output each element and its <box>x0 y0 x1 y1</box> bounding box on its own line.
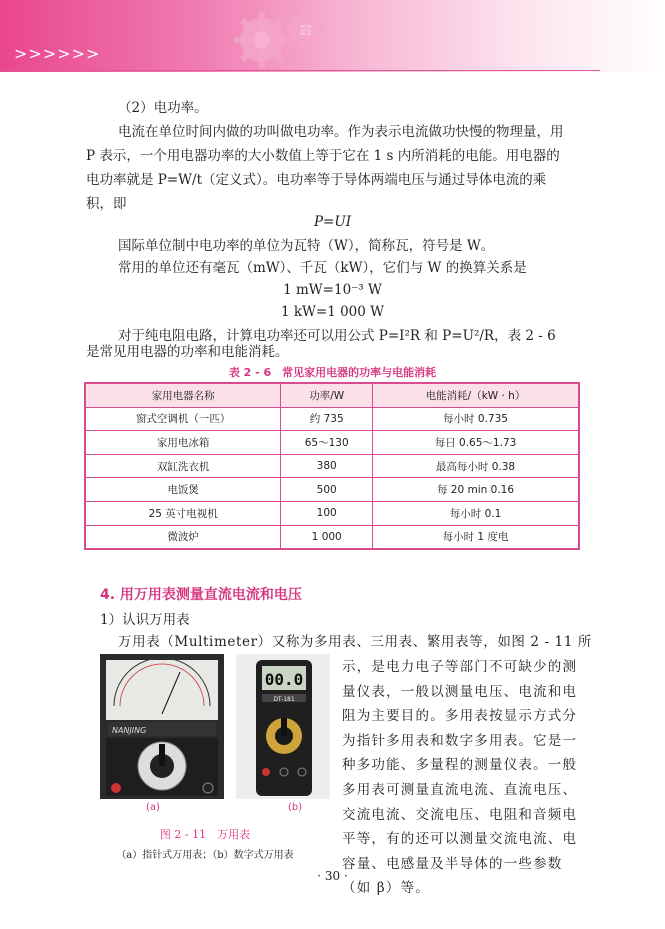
table-cell: 每小时 0.1 <box>373 501 579 525</box>
table-cell: 25 英寸电视机 <box>85 501 281 525</box>
figure-label-b: (b) <box>288 802 303 813</box>
table-row <box>85 501 579 525</box>
table-header: 电能消耗/（kW · h） <box>373 383 579 407</box>
table-cell: 家用电冰箱 <box>85 431 281 455</box>
table-cell: 电饭煲 <box>85 478 281 502</box>
gear-icon <box>228 6 338 70</box>
paragraph-line: 示，是电力电子等部门不可缺少的测 <box>342 659 578 675</box>
table-cell: 65～130 <box>281 431 373 455</box>
table-title: 表 2 - 6 常见家用电器的功率与电能消耗 <box>228 366 437 379</box>
subsection-heading: 1）认识万用表 <box>100 612 190 628</box>
table-cell: 380 <box>281 454 373 478</box>
formula: 1 kW=1 000 W <box>280 304 385 320</box>
paragraph-line: 国际单位制中电功率的单位为瓦特（W），简称瓦，符号是 W。 <box>118 238 495 254</box>
table-cell: 窗式空调机（一匹） <box>85 407 281 431</box>
table-cell: 每小时 0.735 <box>373 407 579 431</box>
table-row <box>85 478 579 502</box>
data-table <box>84 382 580 550</box>
table-cell: 最高每小时 0.38 <box>373 454 579 478</box>
table-cell: 微波炉 <box>85 525 281 549</box>
table-cell: 每小时 1 度电 <box>373 525 579 549</box>
table-header: 家用电器名称 <box>85 383 281 407</box>
table-header: 功率/W <box>281 383 373 407</box>
digital-multimeter-image <box>236 654 330 799</box>
paragraph-wrap <box>342 655 577 901</box>
page-number: · 30 · <box>317 869 348 883</box>
paragraph-line: 电流在单位时间内做的功叫做电功率。作为表示电流做功快慢的物理量，用 <box>118 124 564 140</box>
paragraph-line: 量仪表，一般以测量电压、电流和电 <box>342 683 578 700</box>
paragraph-line: 交流电流、交流电压、电阻和音频电 <box>342 806 578 823</box>
paragraph-line: 对于纯电阻电路，计算电功率还可以用公式 P=I²R 和 P=U²/R，表 2 - 6 <box>118 328 556 344</box>
formula: P=UI <box>313 214 352 230</box>
paragraph-subheading: （2）电功率。 <box>118 100 208 116</box>
table-row <box>85 407 579 431</box>
table-cell: 每 20 min 0.16 <box>373 478 579 502</box>
table-cell: 双缸洗衣机 <box>85 454 281 478</box>
figure-caption: 图 2 - 11 万用表 <box>159 828 251 841</box>
paragraph-line: （如 β）等。 <box>342 880 430 897</box>
table-row <box>85 525 579 549</box>
paragraph-line: P 表示，一个用电器功率的大小数值上等于它在 1 s 内所消耗的电能。用电器的 <box>86 148 560 164</box>
figure-label-a: (a) <box>146 802 160 813</box>
paragraph-line: 容量、电感量及半导体的一些参数 <box>342 855 563 872</box>
figure-subcaption: （a）指针式万用表；（b）数字式万用表 <box>116 850 294 861</box>
paragraph-line: 种多功能、多量程的测量仪表。一般 <box>342 757 578 774</box>
formula: 1 mW=10⁻³ W <box>283 282 382 298</box>
paragraph-line: 多用表可测量直流电流、直流电压、 <box>342 781 578 798</box>
table-row <box>85 454 579 478</box>
section-heading: 4. 用万用表测量直流电流和电压 <box>100 587 302 603</box>
analog-multimeter-image <box>100 654 224 799</box>
table-row <box>85 431 579 455</box>
table-header-row <box>85 383 579 407</box>
table-cell: 1 000 <box>281 525 373 549</box>
table-cell: 500 <box>281 478 373 502</box>
paragraph-line: 电功率就是 P=W/t（定义式）。电功率等于导体两端电压与通过导体电流的乘 <box>86 172 547 188</box>
paragraph-line: 万用表（Multimeter）又称为多用表、三用表、繁用表等，如图 2 - 11 所 <box>118 634 592 650</box>
table-cell: 100 <box>281 501 373 525</box>
chevrons-icon: >>>>>> <box>14 44 101 63</box>
paragraph-line: 阻为主要目的。多用表按显示方式分 <box>342 708 578 725</box>
paragraph-line: 常用的单位还有毫瓦（mW）、千瓦（kW），它们与 W 的换算关系是 <box>118 260 527 276</box>
paragraph-line: 积，即 <box>86 196 127 212</box>
paragraph-line: 是常见用电器的功率和电能消耗。 <box>86 344 289 360</box>
paragraph-line: 为指针多用表和数字多用表。它是一 <box>342 732 578 749</box>
header-rule <box>0 70 600 71</box>
table-cell: 每日 0.65～1.73 <box>373 431 579 455</box>
table-cell: 约 735 <box>281 407 373 431</box>
meter-brand-text: NANJING <box>112 726 147 735</box>
lcd-readout: 00.0 <box>264 670 304 689</box>
paragraph-line: 平等，有的还可以测量交流电流、电 <box>342 831 578 848</box>
meter-model-text: DT-181 <box>273 696 295 703</box>
